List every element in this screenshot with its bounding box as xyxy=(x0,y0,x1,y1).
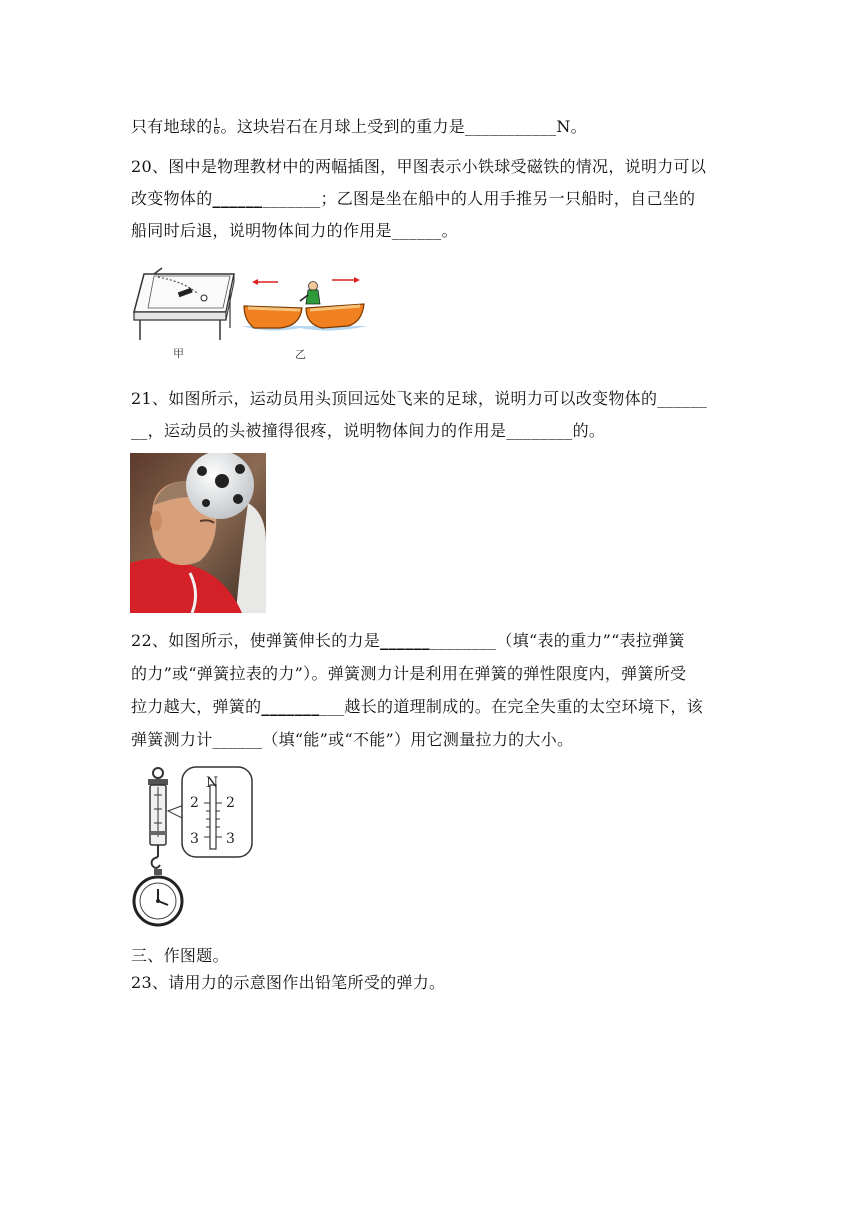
q22-answer-blank-3: _______ xyxy=(261,697,320,716)
spring-scale-figure xyxy=(130,765,254,931)
scale-tick-3-left: 3 xyxy=(190,831,199,847)
q22-line3-prefix: 拉力越大，弹簧的 xyxy=(131,697,262,716)
scale-tick-3-right: 3 xyxy=(226,831,235,847)
soccer-header-photo xyxy=(130,453,266,613)
scale-unit-label: N xyxy=(206,775,219,791)
q22-line-2: 的力”或“弹簧拉表的力”）。弹簧测力计是利用在弹簧的弹性限度内，弹簧所受 xyxy=(131,664,687,683)
q22-answer-blank-2: ________ xyxy=(429,631,497,650)
q20-answer-blank: ______ xyxy=(212,189,263,208)
fraction-one-sixth xyxy=(214,119,220,136)
q19-continuation xyxy=(131,117,587,137)
q20-line-2 xyxy=(131,189,695,209)
q22-line-3 xyxy=(131,697,703,717)
magnet-ball-table-figure xyxy=(130,262,240,342)
scale-tick-2-left: 2 xyxy=(190,795,199,811)
section-heading: 三、作图题。 xyxy=(131,946,229,965)
caption-yi: 乙 xyxy=(295,348,306,361)
q22-line1-prefix: 22、如图所示，使弹簧伸长的力是 xyxy=(131,631,381,650)
fraction-numerator: 1 xyxy=(213,118,220,128)
caption-jia: 甲 xyxy=(173,347,184,360)
boats-push-figure xyxy=(240,268,370,340)
q22-answer-blank-4: ___ xyxy=(319,697,345,716)
q21-line-2: __，运动员的头被撞得很疼，说明物体间力的作用是________的。 xyxy=(131,421,606,440)
q22-line1-suffix: （填“表的重力”“表拉弹簧 xyxy=(496,631,685,650)
q20-line2-suffix: ；乙图是坐在船中的人用手推另一只船时，自己坐的 xyxy=(320,189,696,208)
q20-line-1: 20、图中是物理教材中的两幅插图，甲图表示小铁球受磁铁的情况，说明力可以 xyxy=(131,157,707,176)
q21-line-1: 21、如图所示，运动员用头顶回远处飞来的足球，说明力可以改变物体的______ xyxy=(131,389,708,408)
q20-answer-blank-2: _______ xyxy=(262,189,321,208)
q23-text: 23、请用力的示意图作出铅笔所受的弹力。 xyxy=(131,973,446,992)
q22-answer-blank: ______ xyxy=(380,631,430,650)
scale-tick-2-right: 2 xyxy=(226,795,235,811)
q22-line-4: 弹簧测力计______（填“能”或“不能”）用它测量拉力的大小。 xyxy=(131,730,574,749)
q22-line3-suffix: 越长的道理制成的。在完全失重的太空环境下，该 xyxy=(344,697,704,716)
q22-line-1 xyxy=(131,631,685,651)
q19-suffix: 。这块岩石在月球上受到的重力是___________N。 xyxy=(220,117,587,136)
q20-line2-prefix: 改变物体的 xyxy=(131,189,213,208)
fraction-denominator: 6 xyxy=(213,127,220,137)
q20-line-3: 船同时后退，说明物体间力的作用是______。 xyxy=(131,221,458,240)
q19-prefix: 只有地球的 xyxy=(131,117,213,136)
